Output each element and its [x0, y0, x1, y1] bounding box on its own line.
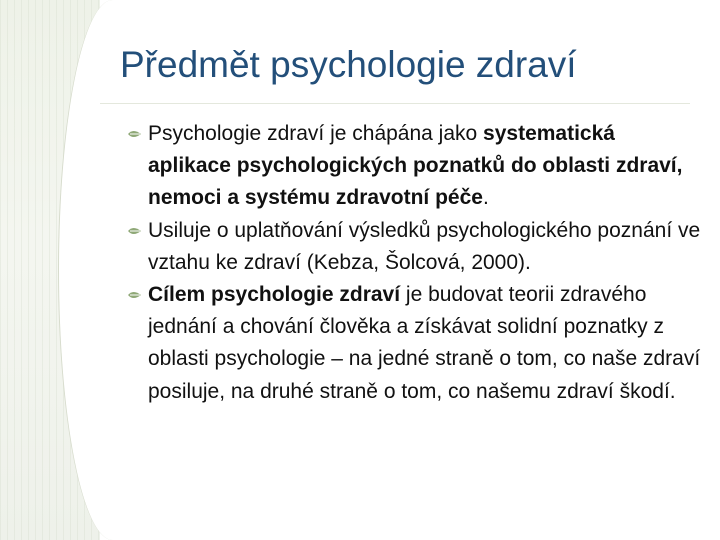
bullet-item: [128, 279, 703, 408]
bullet-item: [128, 118, 703, 215]
slide-title: Předmět psychologie zdraví: [120, 44, 577, 85]
bullet-text-bold: Cílem psychologie zdraví: [148, 283, 401, 307]
leaf-arrow-icon: [128, 225, 142, 237]
bullet-text: je budovat teorii zdravého jednání a chování člověka a získávat solidní poznatky z oblasti psychologie – na jedné straně o tom, co naše zdraví posiluje, na druhé straně o tom, co našemu zdraví škodí.: [148, 283, 701, 403]
bullet-list: [128, 118, 703, 408]
bullet-text-bold: systematická aplikace psychologických poznatků do oblasti zdraví, nemoci a systému zdravotní péče: [148, 122, 683, 210]
title-area: [0, 0, 720, 106]
bullet-text: .: [482, 186, 489, 210]
bullet-item: [128, 215, 703, 279]
leaf-arrow-icon: [128, 128, 142, 140]
leaf-arrow-icon: [128, 289, 142, 301]
bullet-text: Usiluje o uplatňování výsledků psychologického poznání ve vztahu ke zdraví (Kebza, Šolcová, 2000).: [148, 218, 701, 274]
title-divider: [100, 103, 690, 104]
bullet-text: Psychologie zdraví je chápána jako: [148, 122, 484, 145]
